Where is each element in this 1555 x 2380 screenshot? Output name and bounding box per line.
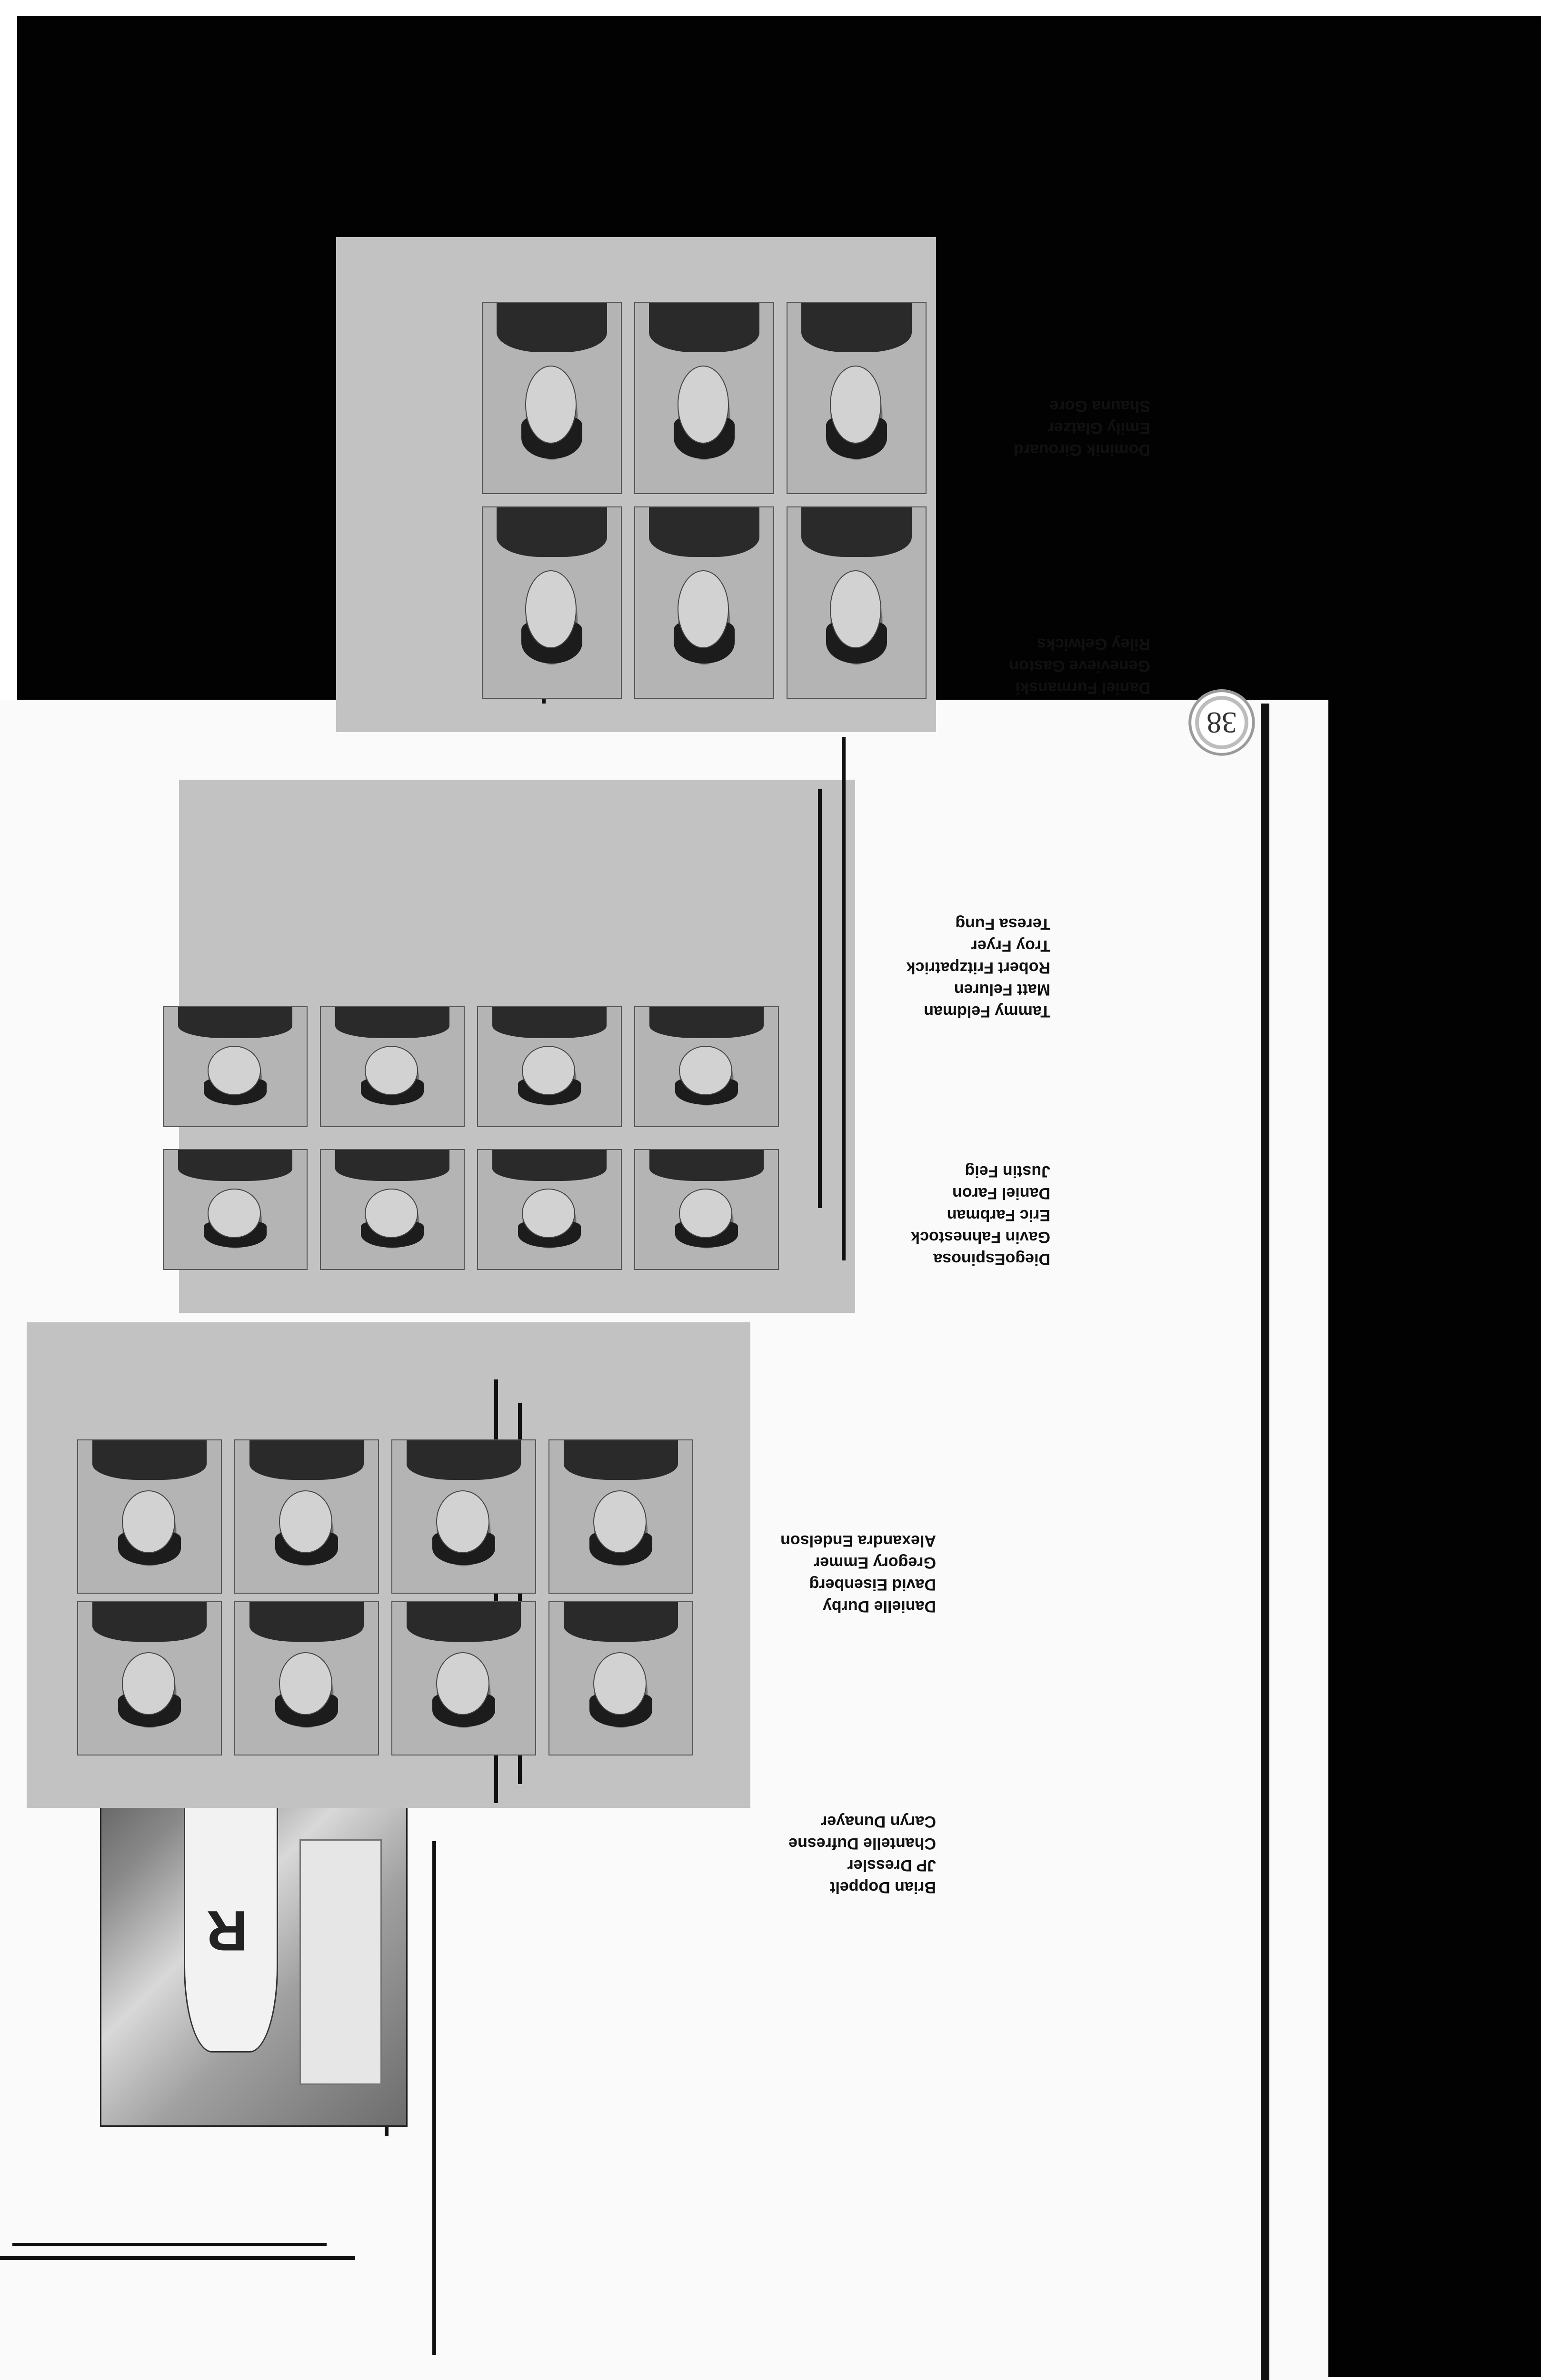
portrait-feldman	[477, 1006, 622, 1127]
vertical-rule-3	[432, 1841, 436, 2355]
portrait-fahnestock	[477, 1149, 622, 1270]
section-1-names-right	[755, 1530, 936, 1617]
page-binding-edge	[1261, 704, 1269, 2380]
name-line: Teresa Fung	[955, 915, 1050, 933]
portrait-emmer	[234, 1439, 379, 1594]
portrait-faron	[163, 1149, 308, 1270]
page-number: 38	[1206, 706, 1237, 740]
portrait-endelson	[77, 1439, 222, 1594]
section-2-rule-a	[842, 737, 846, 1260]
portrait-gaston	[634, 506, 774, 699]
portrait-dufresne	[234, 1601, 379, 1755]
name-line: Matt Feluren	[954, 981, 1050, 999]
name-line: Robert Fritzpatrick	[906, 959, 1050, 977]
portrait-girouard	[787, 302, 927, 494]
portrait-eisenberg	[391, 1439, 536, 1594]
name-line: DiegoEspinosa	[933, 1250, 1050, 1268]
portrait-dressler	[391, 1601, 536, 1755]
portrait-durby	[548, 1439, 693, 1594]
name-line: Genevieve Gaston	[1009, 657, 1150, 675]
portrait-doppelt	[548, 1601, 693, 1755]
name-line: Emily Glatzer	[1047, 419, 1150, 437]
portrait-gelwicks	[482, 506, 622, 699]
portrait-glatzer	[634, 302, 774, 494]
name-line: JP Dressler	[847, 1856, 936, 1874]
name-line: Alexandra Endelson	[780, 1532, 936, 1550]
section-2-names-left	[850, 1160, 1050, 1270]
name-line: Justin Feig	[965, 1162, 1050, 1180]
name-line: Gavin Fahnestock	[911, 1228, 1050, 1246]
portrait-farbman	[320, 1149, 465, 1270]
jersey-letter: R	[206, 1899, 248, 1963]
section-1-names-left	[755, 1811, 936, 1898]
portrait-furmanski	[787, 506, 927, 699]
name-line: Shauna Gore	[1049, 397, 1150, 415]
section-3-names-left	[941, 633, 1150, 699]
name-line: Chantelle Dufresne	[788, 1835, 936, 1853]
name-line: Brian Doppelt	[830, 1878, 936, 1896]
portrait-fritzpatrick	[163, 1006, 308, 1127]
horizontal-rule-2	[12, 2243, 327, 2246]
name-line: Danielle Durby	[822, 1597, 936, 1616]
portrait-dunayer	[77, 1601, 222, 1755]
portrait-gore	[482, 302, 622, 494]
section-3-names-right	[941, 395, 1150, 461]
name-line: Troy Fryer	[971, 937, 1050, 955]
name-line: Daniel Faron	[952, 1184, 1050, 1202]
section-2-names-right	[850, 913, 1050, 1022]
page-number-badge	[1188, 689, 1255, 756]
horizontal-rule-1	[0, 2256, 355, 2260]
candid-door	[299, 1839, 381, 2085]
section-2-rule-b	[818, 789, 822, 1208]
name-line: Tammy Feldman	[924, 1002, 1050, 1021]
name-line: Daniel Furmanski	[1015, 679, 1150, 697]
name-line: Riley Gelwicks	[1037, 635, 1150, 653]
name-line: Dominik Girouard	[1013, 441, 1150, 459]
name-line: Gregory Emmer	[814, 1554, 936, 1572]
portrait-feig	[634, 1006, 779, 1127]
name-line: David Eisenberg	[809, 1576, 936, 1594]
portrait-espinosa	[634, 1149, 779, 1270]
portrait-feluren	[320, 1006, 465, 1127]
name-line: Caryn Dunayer	[821, 1813, 936, 1831]
name-line: Eric Farbman	[947, 1206, 1050, 1224]
